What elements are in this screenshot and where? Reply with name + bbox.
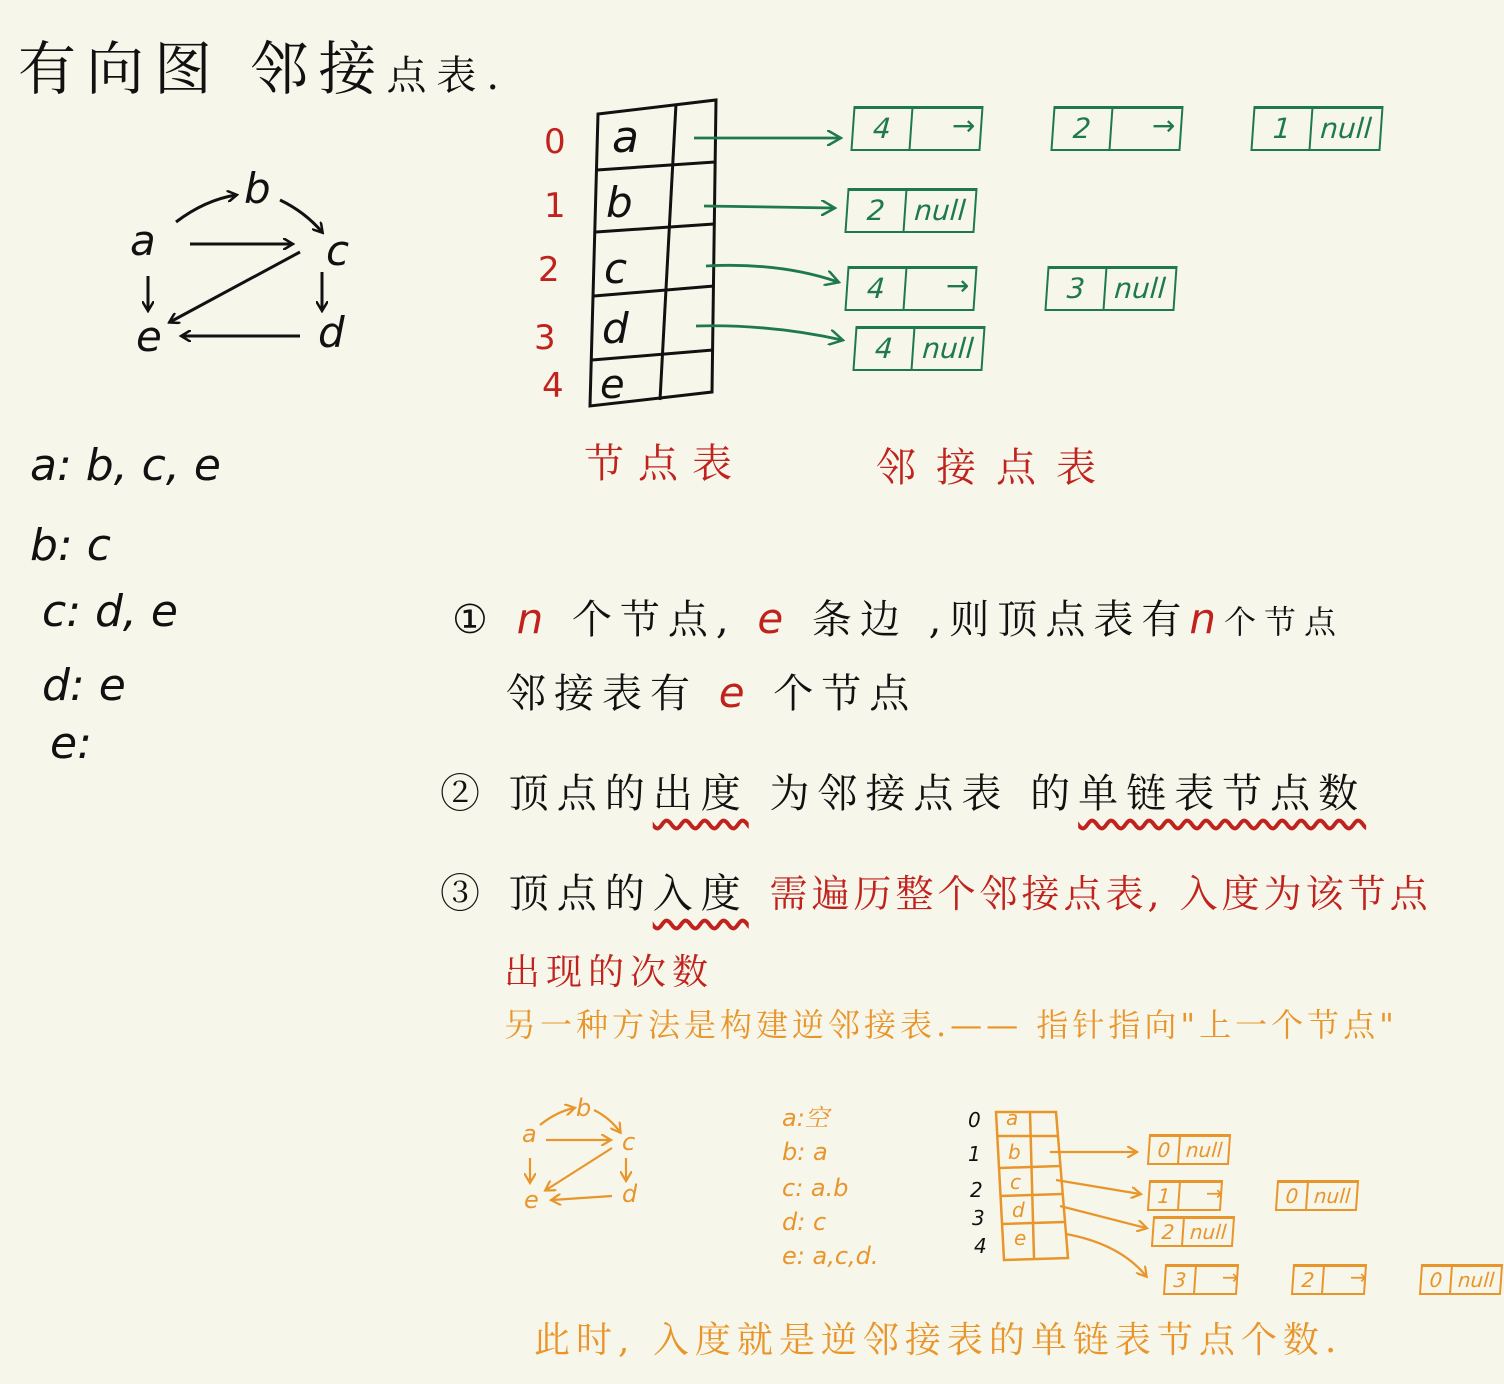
index-0: 0: [544, 122, 566, 162]
note-1: ① n 个节点, e 条边 ,则顶点表有n个节点: [452, 594, 1344, 643]
chain-node-null: null: [1113, 272, 1167, 305]
inv-vertex-c: c: [1010, 1170, 1021, 1194]
chain-link-arrow: →: [952, 109, 976, 142]
chain-link-arrow: →: [1206, 1181, 1223, 1205]
note-3: ③ 顶点的入度 需遍历整个邻接点表, 入度为该节点: [440, 871, 1432, 917]
note-1-line-2: 邻接表有 e 个节点: [506, 668, 918, 717]
chain-link-arrow: →: [946, 269, 970, 302]
chain-node-value: 2: [1293, 1267, 1325, 1293]
inv-index-2: 2: [970, 1178, 983, 1202]
note-5: 此时, 入度就是逆邻接表的单链表节点个数.: [534, 1320, 1343, 1361]
index-2: 2: [538, 250, 560, 290]
chain-node-null: null: [913, 194, 967, 227]
edge-b-c: [280, 200, 322, 232]
inv-adjacency-b: b: a: [782, 1138, 828, 1166]
vertex-a: a: [612, 112, 639, 163]
inv-index-4: 4: [974, 1234, 987, 1258]
vertex-d: d: [602, 304, 629, 353]
chain-node-b-0: [844, 188, 977, 233]
inv-graph-node-e: e: [524, 1186, 539, 1214]
inv-index-0: 0: [968, 1108, 981, 1132]
graph-edges: [148, 195, 322, 336]
chain-node-b-0: [1147, 1134, 1232, 1165]
adjacency-line-e: e:: [50, 718, 92, 769]
inv-adjacency-a: a:空: [782, 1104, 829, 1132]
chain-node-value: 2: [1153, 1219, 1185, 1245]
inv-vertex-d: d: [1012, 1198, 1025, 1222]
inv-adjacency-e: e: a,c,d.: [782, 1242, 879, 1270]
graph-node-a: a: [130, 216, 156, 265]
chain-link-arrow: →: [1152, 109, 1176, 142]
chain-node-value: 1: [1253, 109, 1314, 149]
inverse-vertex-table: [996, 1112, 1068, 1260]
chain-node-value: 0: [1421, 1267, 1453, 1293]
index-4: 4: [542, 366, 564, 406]
chain-node-value: 0: [1149, 1137, 1181, 1163]
chain-node-null: null: [921, 332, 975, 365]
chain-node-c-1: [1044, 266, 1177, 311]
chain-link-arrow: →: [1350, 1265, 1367, 1289]
adjacency-line-c: c: d, e: [42, 586, 178, 637]
inv-graph-node-b: b: [576, 1094, 592, 1122]
chain-link-arrow: →: [1222, 1265, 1239, 1289]
graph-node-b: b: [244, 164, 271, 213]
inv-adjacency-d: d: c: [782, 1208, 827, 1236]
inv-vertex-e: e: [1014, 1226, 1027, 1250]
chain-node-c-1: [1275, 1180, 1360, 1211]
edge-a-b: [176, 195, 236, 222]
adjacency-line-a: a: b, c, e: [30, 440, 221, 491]
chain-node-value: 1: [1149, 1183, 1181, 1209]
inv-graph-node-a: a: [522, 1120, 537, 1148]
chain-node-null: null: [1319, 112, 1373, 145]
chain-node-value: 0: [1277, 1183, 1309, 1209]
inv-index-1: 1: [968, 1142, 981, 1166]
chain-node-null: null: [1189, 1220, 1228, 1244]
chain-node-d-0: [852, 326, 985, 371]
chain-node-d-0: [1151, 1216, 1236, 1247]
index-1: 1: [544, 186, 566, 226]
note-3-line-2: 出现的次数: [504, 952, 715, 993]
inv-index-3: 3: [972, 1206, 985, 1230]
chain-node-value: 2: [1053, 109, 1114, 149]
graph-node-e: e: [136, 312, 162, 361]
inv-graph-node-c: c: [622, 1128, 636, 1156]
vertex-c: c: [604, 244, 628, 293]
note-4: 另一种方法是构建逆邻接表.—— 指针指向"上一个节点": [504, 1006, 1398, 1044]
vertex-e: e: [600, 362, 625, 408]
adjacency-line-d: d: e: [42, 660, 126, 711]
chain-node-value: 4: [847, 269, 908, 309]
chain-node-null: null: [1313, 1184, 1352, 1208]
chain-node-value: 3: [1165, 1267, 1197, 1293]
adjacency-line-b: b: c: [30, 520, 111, 571]
index-3: 3: [534, 318, 556, 358]
inv-vertex-b: b: [1008, 1140, 1021, 1164]
chain-node-a-2: [1250, 106, 1383, 151]
chain-node-value: 4: [855, 329, 916, 369]
vertex-b: b: [606, 178, 633, 227]
page-title: 有向图 邻接点表.: [18, 35, 510, 103]
inv-adjacency-c: c: a.b: [782, 1174, 849, 1202]
vertex-table-caption: 节点表: [584, 441, 746, 487]
chain-node-null: null: [1457, 1268, 1496, 1292]
graph-node-d: d: [318, 308, 345, 357]
adjacency-table-caption: 邻接点表: [876, 445, 1116, 491]
chain-node-value: 3: [1047, 269, 1108, 309]
edge-c-e: [170, 252, 300, 322]
inv-graph-node-d: d: [622, 1180, 638, 1208]
chain-node-value: 2: [847, 191, 908, 231]
graph-node-c: c: [326, 226, 350, 275]
chain-node-null: null: [1185, 1138, 1224, 1162]
chain-node-value: 4: [853, 109, 914, 149]
inv-vertex-a: a: [1006, 1106, 1019, 1130]
note-2: ② 顶点的出度 为邻接点表 的单链表节点数: [440, 771, 1367, 817]
chain-node-e-2: [1419, 1264, 1504, 1295]
